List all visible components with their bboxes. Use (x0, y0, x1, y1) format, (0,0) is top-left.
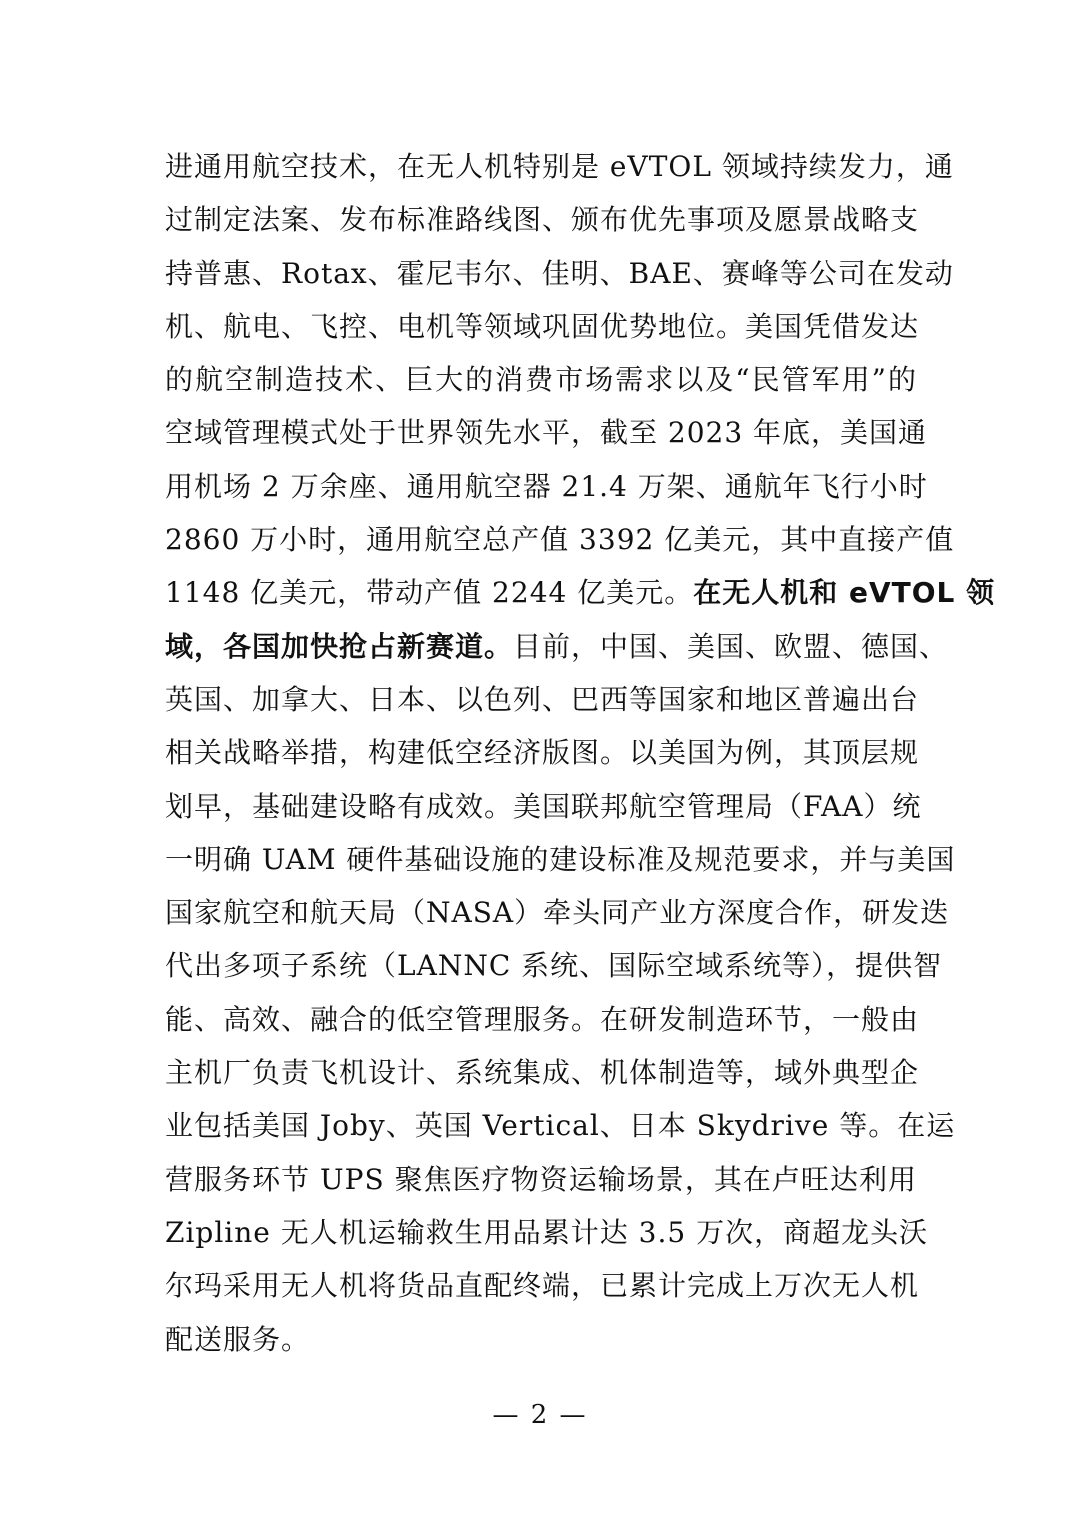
text-run: 目前，中国、美国、欧盟、德国、 (513, 629, 949, 663)
text-line (165, 513, 955, 566)
text-run: 主机厂负责飞机设计、系统集成、机体制造等，域外典型企 (165, 1056, 920, 1090)
text-run: 用机场 2 万余座、通用航空器 21.4 万架、通航年飞行小时 (165, 469, 928, 503)
text-line (165, 673, 920, 726)
text-line (165, 993, 920, 1046)
page-number: — 2 — (492, 1400, 588, 1430)
text-line (165, 1046, 920, 1099)
text-line (165, 780, 922, 833)
text-run: 营服务环节 UPS 聚焦医疗物资运输场景，其在卢旺达利用 (165, 1162, 917, 1196)
text-line (165, 726, 920, 779)
text-run: 尔玛采用无人机将货品直配终端，已累计完成上万次无人机 (165, 1269, 920, 1303)
text-line (165, 1099, 956, 1152)
text-line (165, 140, 954, 193)
text-line (165, 353, 917, 406)
text-line (165, 247, 954, 300)
text-run: 机、航电、飞控、电机等领域巩固优势地位。美国凭借发达 (165, 309, 920, 343)
text-run: 持普惠、Rotax、霍尼韦尔、佳明、BAE、赛峰等公司在发动 (165, 256, 954, 290)
text-run: 的航空制造技术、巨大的消费市场需求以及“民管军用”的 (165, 363, 917, 397)
text-run: 1148 亿美元，带动产值 2244 亿美元。 (165, 576, 694, 610)
text-line (165, 193, 920, 246)
text-run: 配送服务。 (165, 1322, 311, 1356)
text-run: 进通用航空技术，在无人机特别是 eVTOL 领域持续发力，通 (165, 150, 954, 183)
text-run: 业包括美国 Joby、英国 Vertical、日本 Skydrive 等。在运 (165, 1109, 956, 1143)
text-run: 相关战略举措，构建低空经济版图。以美国为例，其顶层规 (165, 736, 920, 770)
text-run: 能、高效、融合的低空管理服务。在研发制造环节，一般由 (165, 1002, 920, 1036)
text-run: 空域管理模式处于世界领先水平，截至 2023 年底，美国通 (165, 416, 928, 450)
text-run: 英国、加拿大、日本、以色列、巴西等国家和地区普遍出台 (165, 682, 920, 716)
emphasis-text: 在无人机和 eVTOL 领 (693, 576, 996, 610)
body-paragraph (165, 140, 996, 1366)
text-run: 过制定法案、发布标准路线图、颁布优先事项及愿景战略支 (165, 203, 920, 237)
text-run: 2860 万小时，通用航空总产值 3392 亿美元，其中直接产值 (165, 523, 955, 557)
text-line (165, 886, 950, 939)
text-run: 代出多项子系统（LANNC 系统、国际空域系统等），提供智 (165, 949, 943, 983)
text-line (165, 566, 996, 619)
text-run: 国家航空和航天局（NASA）牵头同产业方深度合作，研发迭 (165, 896, 950, 930)
text-line (165, 1153, 917, 1206)
text-line (165, 1313, 917, 1366)
text-line (165, 460, 928, 513)
text-line (165, 300, 920, 353)
text-run: Zipline 无人机运输救生用品累计达 3.5 万次，商超龙头沃 (165, 1215, 929, 1249)
text-line (165, 833, 956, 886)
text-run: 划早，基础建设略有成效。美国联邦航空管理局（FAA）统 (165, 789, 922, 823)
text-line (165, 406, 928, 459)
text-line (165, 939, 943, 992)
emphasis-text: 域，各国加快抢占新赛道。 (165, 629, 514, 663)
text-line (165, 620, 949, 673)
text-line (165, 1206, 929, 1259)
text-line (165, 1259, 920, 1312)
text-run: 一明确 UAM 硬件基础设施的建设标准及规范要求，并与美国 (165, 842, 956, 876)
